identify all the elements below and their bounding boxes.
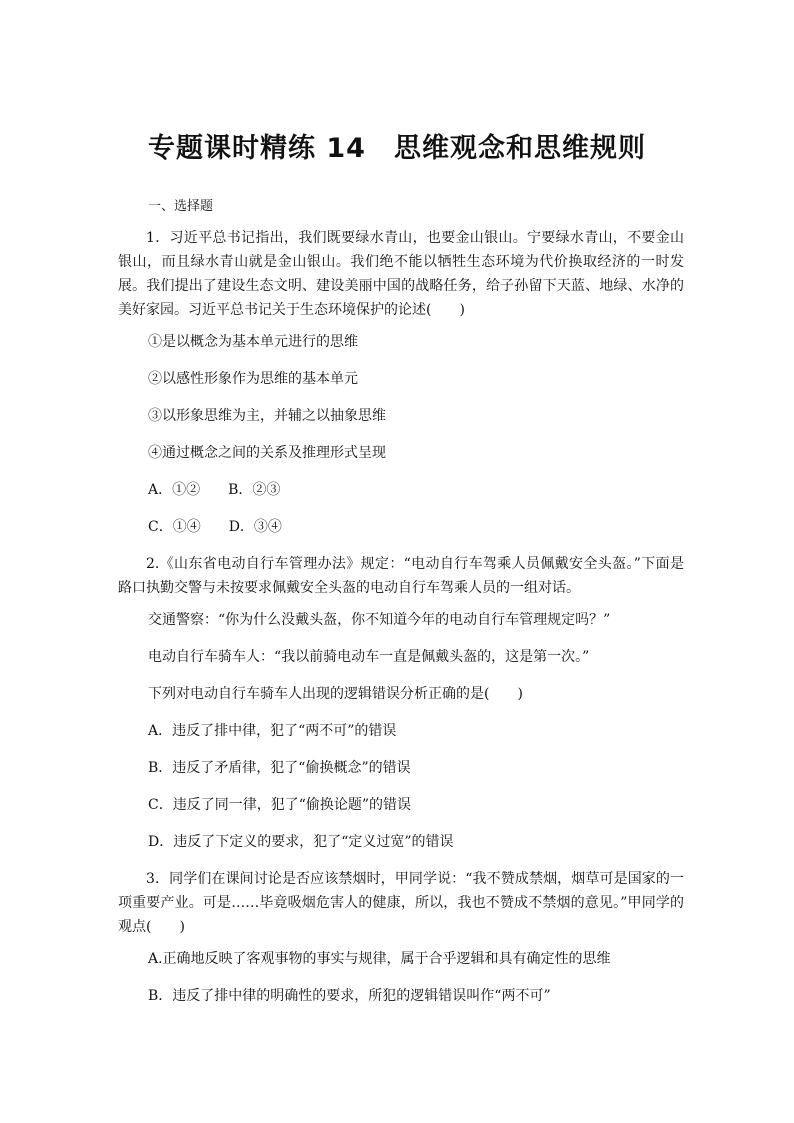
page-title: 专题课时精练 14 思维观念和思维规则 [148,133,646,164]
q3-option-b: B．违反了排中律的明确性的要求，所犯的逻辑错误叫作“两不可” [148,988,551,1004]
q3-option-a: A.正确地反映了客观事物的事实与规律，属于合乎逻辑和具有确定性的思维 [148,951,611,967]
q1-item-1: ①是以概念为基本单元进行的思维 [148,334,358,350]
question-3-stem: 3．同学们在课间讨论是否应该禁烟时，甲同学说：“我不赞成禁烟，烟草可是国家的一项重要产业。可是……毕竟吸烟危害人的健康，所以，我也不赞成不禁烟的意见。”甲同学的观点( ) [118,871,684,935]
q1-item-2: ②以感性形象作为思维的基本单元 [148,371,358,387]
q2-option-c: C．违反了同一律，犯了“偷换论题”的错误 [148,797,412,813]
question-1-stem: 1．习近平总书记指出，我们既要绿水青山，也要金山银山。宁要绿水青山，不要金山银山，而且绿水青山就是金山银山。我们绝不能以牺牲生态环境为代价换取经济的一时发展。我们提出了建设生态文明、建设美丽中国的战略任务，给子孙留下天蓝、地绿、水净的美好家园。习近平总书记关于生态环境保护的论述( ) [118,230,684,318]
q1-item-3: ③以形象思维为主，并辅之以抽象思维 [148,408,386,424]
q1-options-row-1: A．①② B．②③ [148,482,281,498]
q2-prompt: 下列对电动自行车骑车人出现的逻辑错误分析正确的是( ) [148,686,523,702]
q2-option-d: D．违反了下定义的要求，犯了“定义过宽”的错误 [148,834,454,850]
q2-option-a: A．违反了排中律，犯了“两不可”的错误 [148,723,397,739]
q1-item-4: ④通过概念之间的关系及推理形式呈现 [148,445,386,461]
q2-dialogue-police: 交通警察：“你为什么没戴头盔，你不知道今年的电动自行车管理规定吗？” [148,612,611,628]
questions [118,226,684,1021]
q2-option-b: B．违反了矛盾律，犯了“偷换概念”的错误 [148,760,411,776]
q2-dialogue-rider: 电动自行车骑车人：“我以前骑电动车一直是佩戴头盔的，这是第一次。” [148,649,590,665]
question-2-stem: 2.《山东省电动自行车管理办法》规定：“电动自行车驾乘人员佩戴安全头盔。”下面是路口执勤交警与未按要求佩戴安全头盔的电动自行车驾乘人员的一组对话。 [118,556,684,596]
section-heading: 一、选择题 [148,199,214,214]
q1-options-row-2: C．①④ D．③④ [148,519,282,535]
